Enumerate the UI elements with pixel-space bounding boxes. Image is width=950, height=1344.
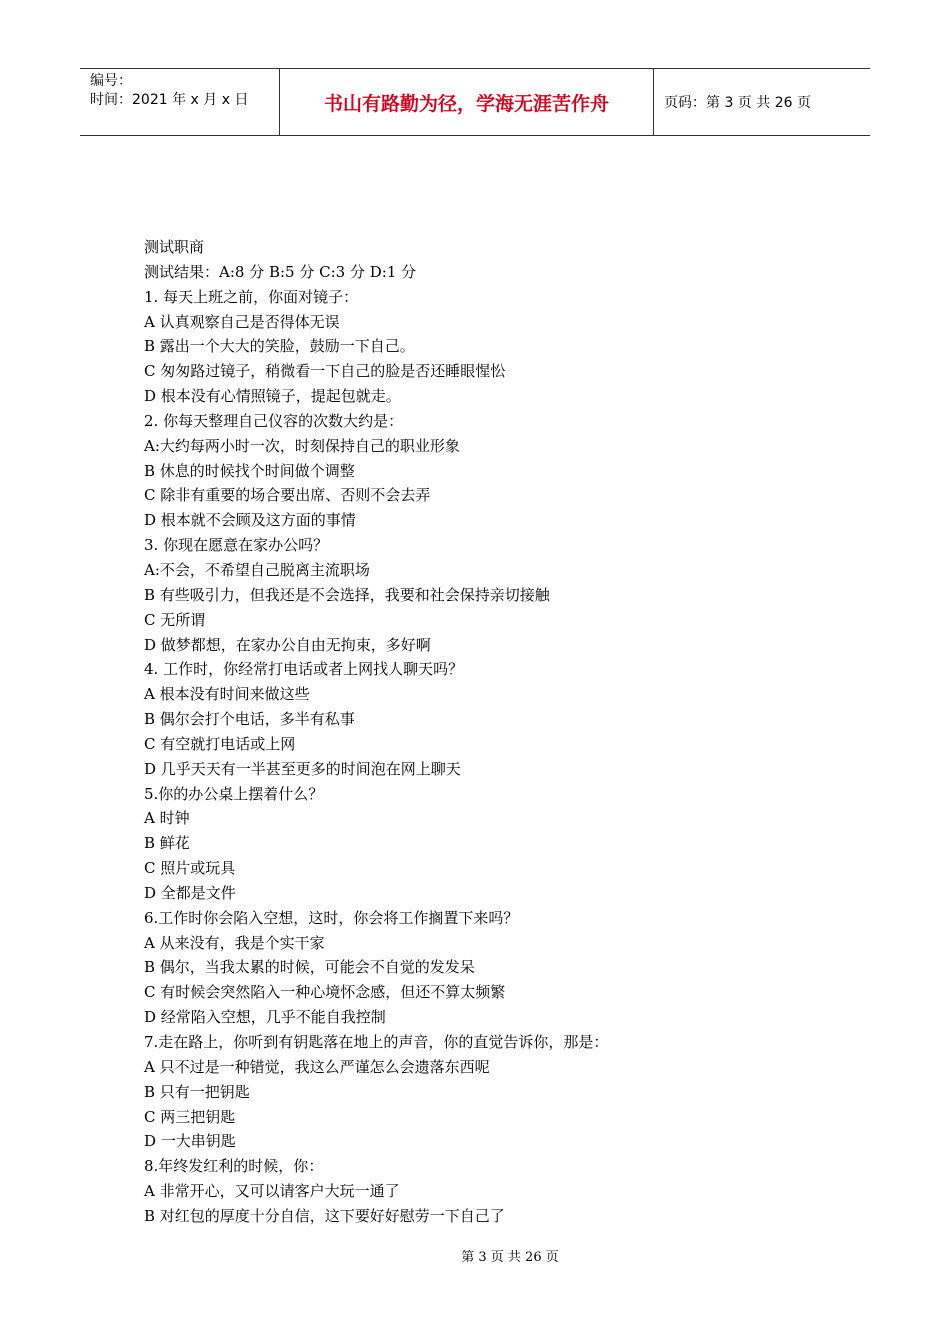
document-body	[144, 235, 844, 1229]
option-line: C 匆匆路过镜子，稍微看一下自己的脸是否还睡眼惺忪	[144, 362, 506, 381]
option-line: D 一大串钥匙	[144, 1132, 236, 1151]
page-header	[80, 68, 870, 136]
header-page-info: 页码：第 3 页 共 26 页	[664, 95, 811, 111]
page-footer: 第 3 页 共 26 页	[461, 1250, 559, 1265]
option-line: D 根本就不会顾及这方面的事情	[144, 511, 356, 530]
question-3: 3. 你现在愿意在家办公吗？	[144, 536, 329, 555]
option-line: B 对红包的厚度十分自信，这下要好好慰劳一下自己了	[144, 1206, 505, 1225]
question-1: 1. 每天上班之前，你面对镜子：	[144, 287, 359, 306]
header-page-cell	[654, 69, 870, 135]
header-motto-cell	[280, 69, 654, 135]
header-motto: 书山有路勤为径，学海无涯苦作舟	[323, 92, 609, 115]
option-line: C 有空就打电话或上网	[144, 734, 296, 753]
option-line: B 偶尔，当我太累的时候，可能会不自觉的发发呆	[144, 958, 475, 977]
option-line: C 无所谓	[144, 610, 206, 629]
option-line: A 根本没有时间来做这些	[144, 685, 310, 704]
question-8: 8.年终发红利的时候，你：	[144, 1157, 324, 1176]
option-line: A 非常开心，又可以请客户大玩一通了	[144, 1182, 400, 1201]
document-number-label: 编号：	[90, 73, 132, 89]
doc-title: 测试职商	[144, 238, 205, 256]
option-line: C 两三把钥匙	[144, 1107, 236, 1126]
option-line: A 认真观察自己是否得体无误	[144, 312, 340, 331]
question-6: 6.工作时你会陷入空想，这时，你会将工作搁置下来吗？	[144, 908, 519, 927]
option-line: D 经常陷入空想，几乎不能自我控制	[144, 1008, 386, 1027]
option-line: D 做梦都想，在家办公自由无拘束，多好啊	[144, 635, 431, 654]
option-line: A:大约每两小时一次，时刻保持自己的职业形象	[144, 436, 460, 455]
option-line: B 有些吸引力，但我还是不会选择，我要和社会保持亲切接触	[144, 585, 550, 604]
document-date-label: 时间：2021 年 x 月 x 日	[90, 92, 249, 108]
option-line: A 时钟	[144, 809, 190, 828]
option-line: B 鲜花	[144, 834, 190, 853]
question-7: 7.走在路上，你听到有钥匙落在地上的声音，你的直觉告诉你，那是：	[144, 1033, 609, 1051]
option-line: A 只不过是一种错觉，我这么严谨怎么会遗落东西呢	[144, 1057, 490, 1076]
option-line: B 露出一个大大的笑脸，鼓励一下自己。	[144, 337, 415, 356]
option-line: D 全都是文件	[144, 883, 236, 902]
question-5: 5.你的办公桌上摆着什么？	[144, 784, 324, 803]
option-line: C 有时候会突然陷入一种心境怀念感，但还不算太频繁	[144, 983, 506, 1002]
scoring-line: 测试结果：A:8 分 B:5 分 C:3 分 D:1 分	[144, 262, 417, 281]
question-2: 2. 你每天整理自己仪容的次数大约是：	[144, 411, 404, 430]
option-line: A:不会，不希望自己脱离主流职场	[144, 560, 370, 579]
option-line: A 从来没有，我是个实干家	[144, 933, 325, 952]
option-line: C 照片或玩具	[144, 859, 236, 878]
option-line: C 除非有重要的场合要出席、否则不会去弄	[144, 486, 431, 505]
question-4: 4. 工作时，你经常打电话或者上网找人聊天吗？	[144, 660, 464, 679]
option-line: D 根本没有心情照镜子，提起包就走。	[144, 387, 401, 406]
option-line: B 偶尔会打个电话，多半有私事	[144, 710, 355, 729]
option-line: B 只有一把钥匙	[144, 1082, 250, 1101]
header-meta-cell	[80, 69, 280, 135]
option-line: B 休息的时候找个时间做个调整	[144, 461, 355, 480]
option-line: D 几乎天天有一半甚至更多的时间泡在网上聊天	[144, 759, 461, 778]
